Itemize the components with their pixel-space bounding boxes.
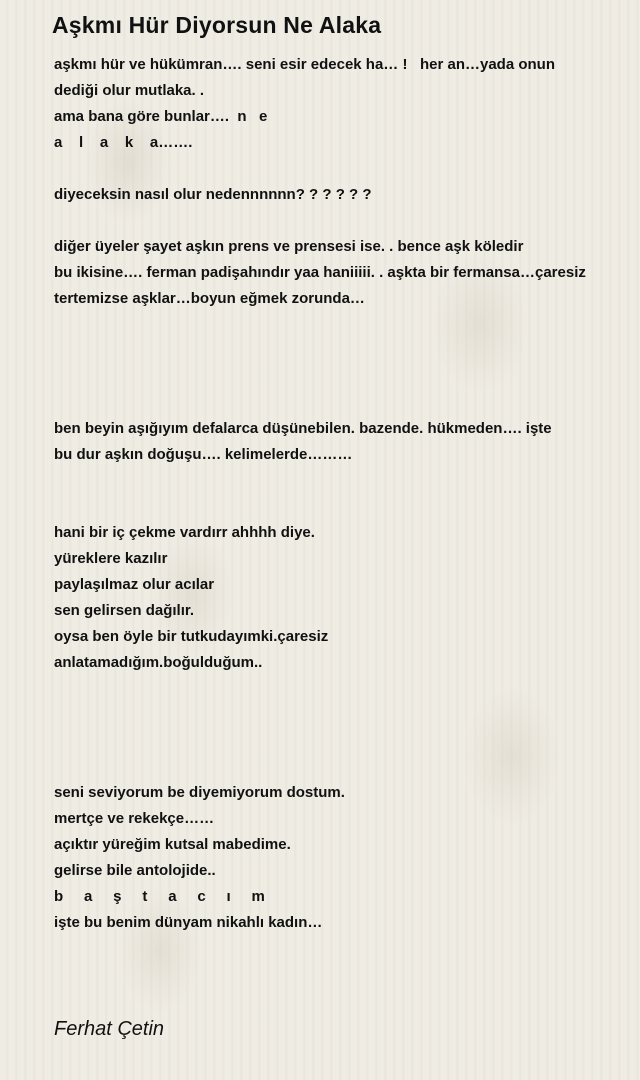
- poem-line: [54, 390, 634, 416]
- poem-line: a l a k a…….: [54, 134, 193, 151]
- poem-line: işte bu benim dünyam nikahlı kadın…: [54, 914, 323, 931]
- poem-line: dediği olur mutlaka. .: [54, 82, 205, 99]
- poem-line: hani bir iç çekme vardırr ahhhh diye.: [54, 524, 315, 541]
- poem-title: Aşkmı Hür Diyorsun Ne Alaka: [52, 12, 382, 38]
- poem-line: diyeceksin nasıl olur nedennnnnn? ? ? ? ? ?: [54, 186, 372, 203]
- poem-line: ama bana göre bunlar…. n e: [54, 108, 268, 125]
- poem-line: anlatamadığım.boğulduğum..: [54, 654, 263, 671]
- poem-line: paylaşılmaz olur acılar: [54, 576, 215, 593]
- poem-line: gelirse bile antolojide..: [54, 862, 216, 879]
- poem-line: mertçe ve rekekçe……: [54, 810, 215, 827]
- poem-line: yüreklere kazılır: [54, 550, 168, 567]
- poem-line: ben beyin aşığıyım defalarca düşünebilen. bazende. hükmeden…. işte: [54, 420, 552, 437]
- poem-body: [54, 52, 634, 936]
- poem-line: bu dur aşkın doğuşu…. kelimelerde………: [54, 446, 353, 463]
- poem-line: açıktır yüreğim kutsal mabedime.: [54, 836, 291, 853]
- poem-line: [54, 676, 634, 702]
- poem-line: seni seviyorum be diyemiyorum dostum.: [54, 784, 345, 801]
- poem-line: aşkmı hür ve hükümran…. seni esir edecek ha… ! her an…yada onun: [54, 56, 555, 73]
- poem-line: oysa ben öyle bir tutkudayımki.çaresiz: [54, 628, 329, 645]
- poem-line: [54, 728, 634, 754]
- poem-line: [54, 364, 634, 390]
- poem-line: [54, 312, 634, 338]
- poem-line: bu ikisine…. ferman padişahındır yaa haniiiii. . aşkta bir fermansa…çaresiz: [54, 264, 586, 281]
- poem-line: [54, 208, 634, 234]
- poem-line: [54, 338, 634, 364]
- poem-line: [54, 156, 634, 182]
- poem-line: [54, 702, 634, 728]
- poem-line: sen gelirsen dağılır.: [54, 602, 195, 619]
- poem-line: [54, 494, 634, 520]
- poem-line: tertemizse aşklar…boyun eğmek zorunda…: [54, 290, 365, 307]
- poem-author: Ferhat Çetin: [54, 1018, 165, 1040]
- poem-line: [54, 754, 634, 780]
- poem-line: b a ş t a c ı m: [54, 888, 265, 905]
- poem-line: [54, 468, 634, 494]
- poem-line: diğer üyeler şayet aşkın prens ve prensesi ise. . bence aşk köledir: [54, 238, 524, 255]
